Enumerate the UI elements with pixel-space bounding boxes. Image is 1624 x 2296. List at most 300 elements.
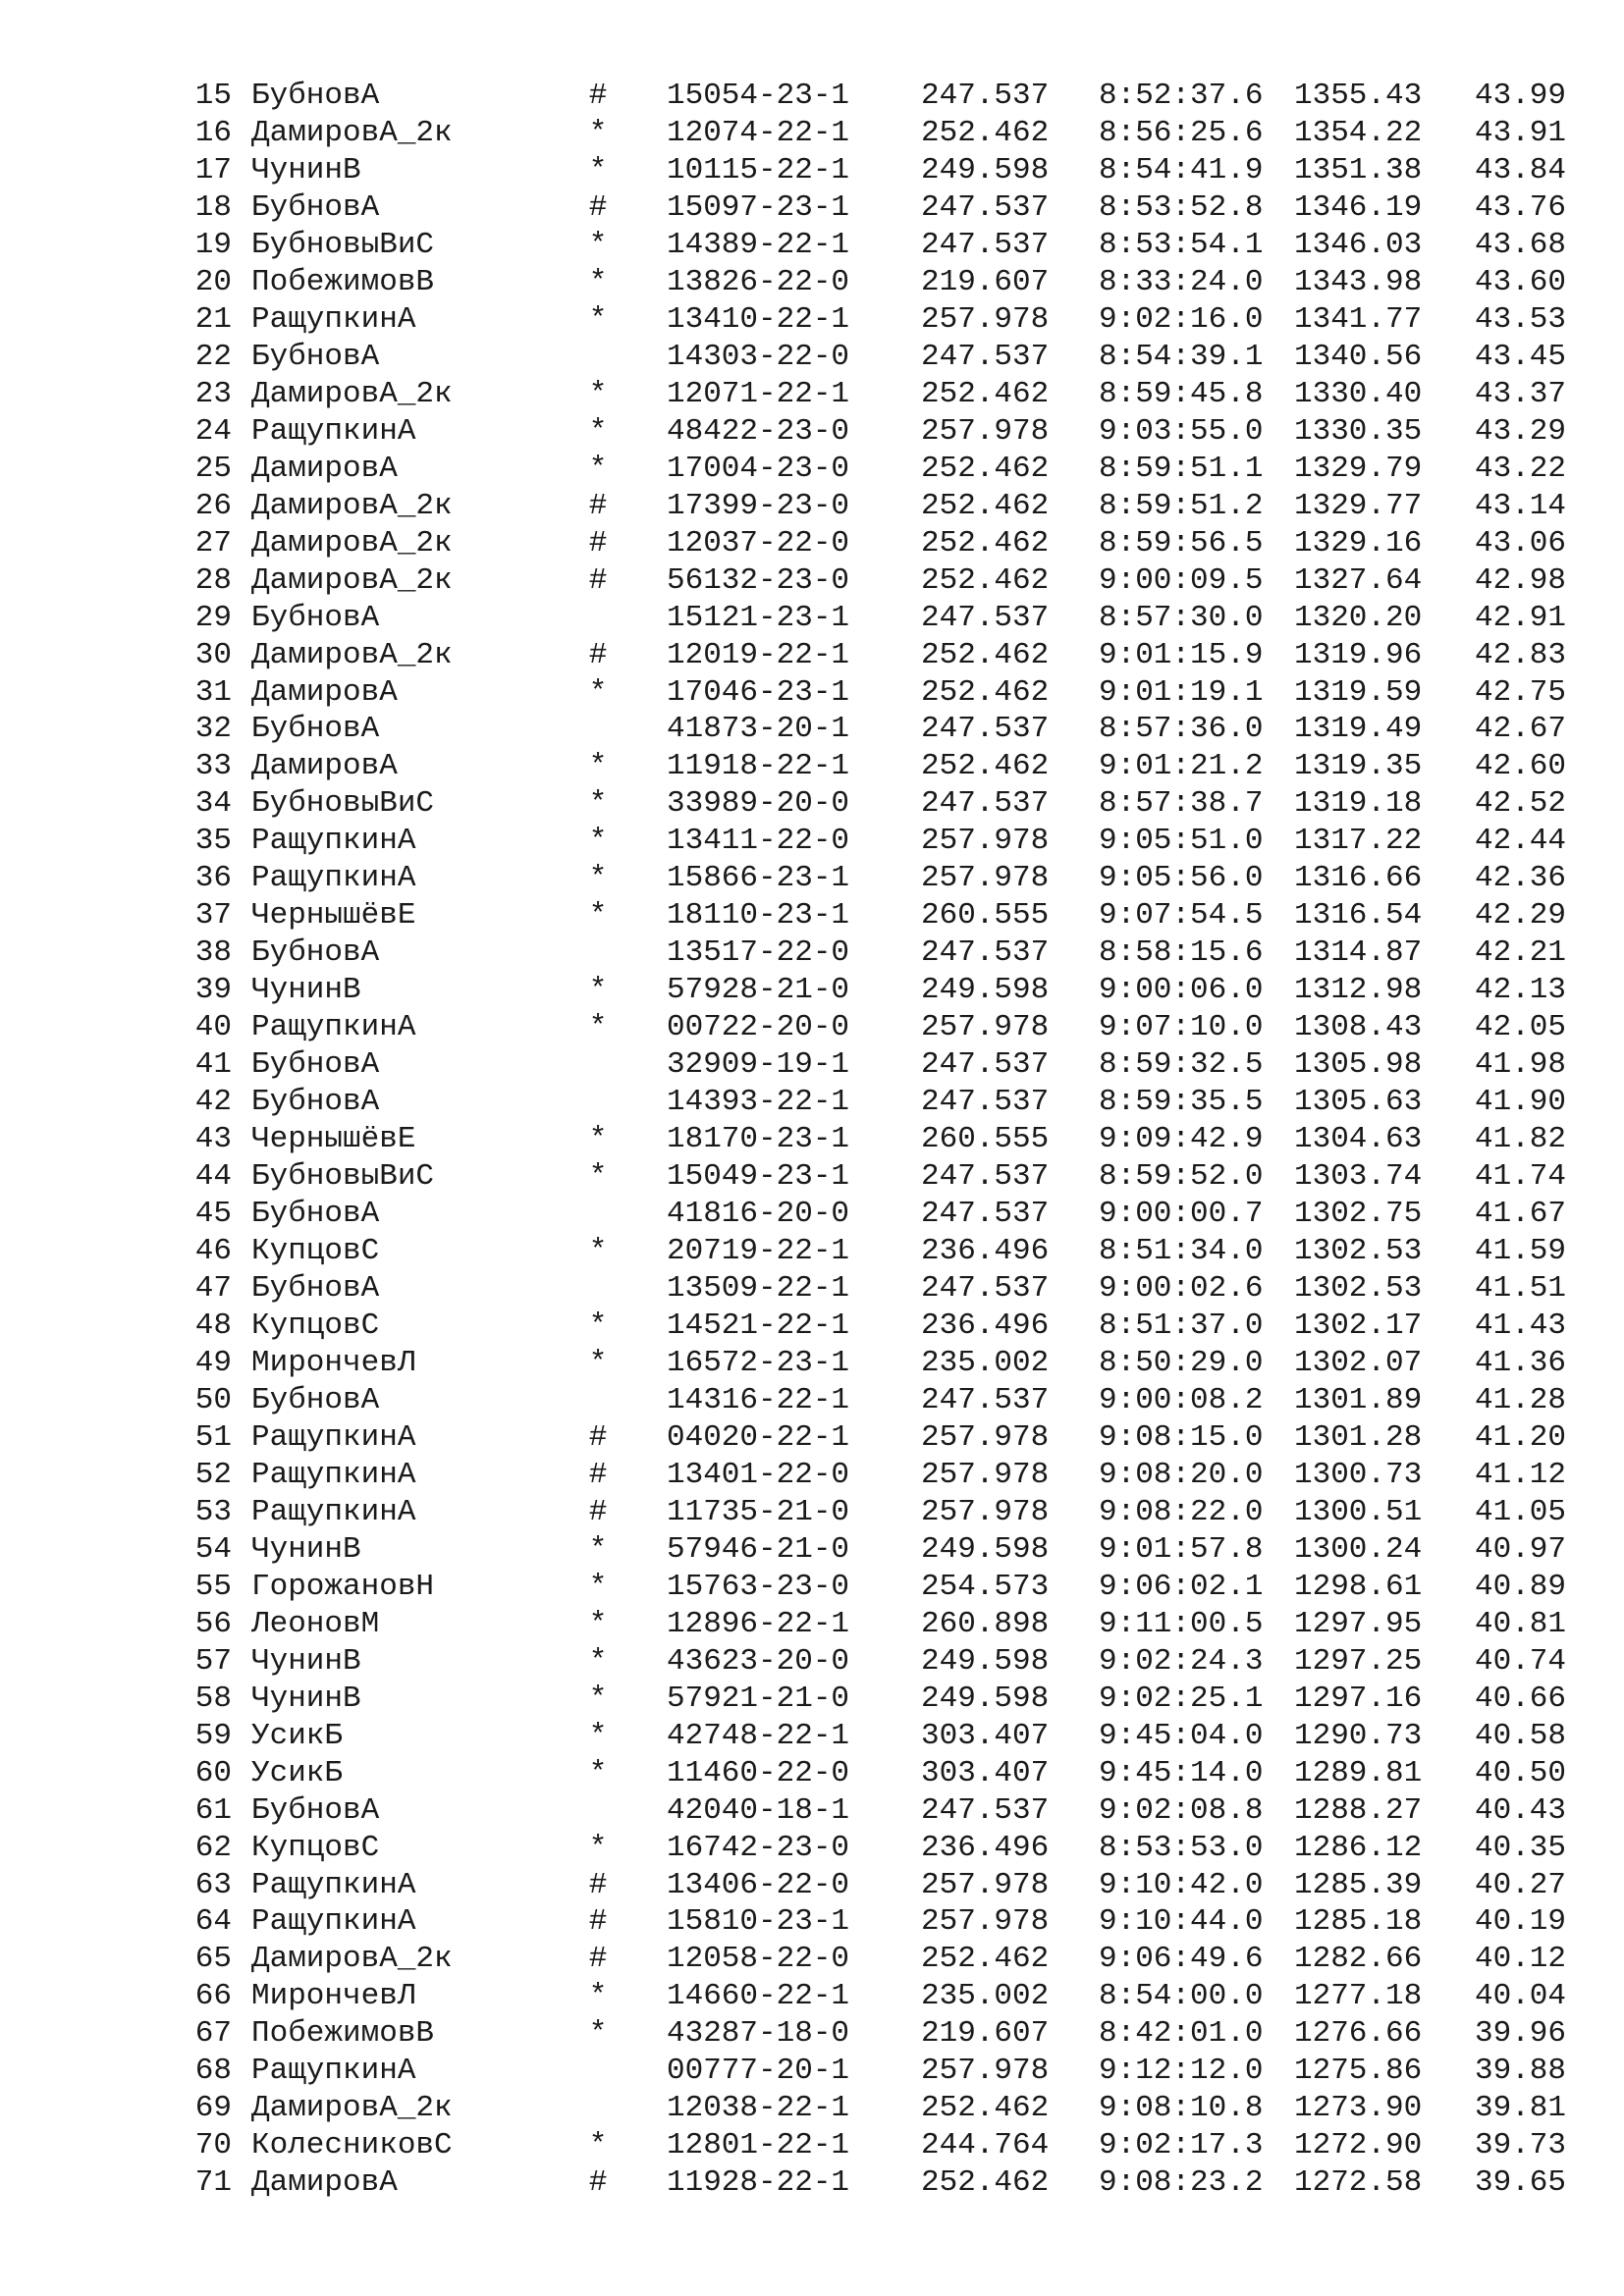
arrival-time: 9:02:25.1: [1099, 1681, 1264, 1716]
coefficient: 42.91: [1475, 600, 1567, 635]
participant-name: РащупкинА: [251, 2054, 416, 2089]
distance: 249.598: [921, 1531, 1050, 1567]
place: 39: [194, 973, 232, 1008]
result-row: [0, 1903, 1624, 1941]
result-row: [0, 1382, 1624, 1419]
place: 47: [194, 1271, 232, 1306]
place: 22: [194, 339, 232, 374]
ring-number: 20719-22-1: [667, 1234, 850, 1269]
result-row: [0, 2127, 1624, 2164]
speed: 1343.98: [1294, 264, 1423, 299]
result-row: [0, 934, 1624, 972]
ring-number: 57946-21-0: [667, 1531, 850, 1567]
place: 29: [194, 600, 232, 635]
participant-name: ПобежимовВ: [251, 2016, 435, 2052]
speed: 1285.18: [1294, 1904, 1423, 1940]
distance: 252.462: [921, 562, 1050, 598]
distance: 257.978: [921, 861, 1050, 896]
distance: 252.462: [921, 451, 1050, 486]
place: 44: [194, 1159, 232, 1195]
arrival-time: 9:45:14.0: [1099, 1755, 1264, 1790]
arrival-time: 9:05:51.0: [1099, 824, 1264, 859]
ring-number: 17004-23-0: [667, 451, 850, 486]
participant-name: БубновыВиС: [251, 227, 435, 262]
participant-name: КолесниковС: [251, 2128, 453, 2163]
speed: 1319.35: [1294, 749, 1423, 784]
result-row: [0, 1419, 1624, 1457]
place: 20: [194, 264, 232, 299]
result-row: [0, 1941, 1624, 1978]
coefficient: 39.65: [1475, 2165, 1567, 2201]
place: 21: [194, 301, 232, 337]
coefficient: 42.36: [1475, 861, 1567, 896]
coefficient: 43.68: [1475, 227, 1567, 262]
mark: *: [588, 1755, 608, 1790]
coefficient: 43.53: [1475, 301, 1567, 337]
mark: *: [588, 824, 608, 859]
mark: *: [588, 1308, 608, 1343]
arrival-time: 8:54:39.1: [1099, 339, 1264, 374]
participant-name: БубновыВиС: [251, 1159, 435, 1195]
place: 36: [194, 861, 232, 896]
ring-number: 00777-20-1: [667, 2054, 850, 2089]
arrival-time: 8:58:15.6: [1099, 935, 1264, 971]
ring-number: 14393-22-1: [667, 1085, 850, 1120]
mark: *: [588, 2016, 608, 2052]
distance: 252.462: [921, 115, 1050, 150]
speed: 1298.61: [1294, 1569, 1423, 1604]
speed: 1288.27: [1294, 1792, 1423, 1828]
distance: 252.462: [921, 376, 1050, 411]
result-row: [0, 674, 1624, 712]
place: 28: [194, 562, 232, 598]
ring-number: 11460-22-0: [667, 1755, 850, 1790]
arrival-time: 8:57:36.0: [1099, 712, 1264, 747]
coefficient: 42.60: [1475, 749, 1567, 784]
distance: 247.537: [921, 1382, 1050, 1417]
result-row: [0, 1755, 1624, 1792]
coefficient: 42.13: [1475, 973, 1567, 1008]
speed: 1286.12: [1294, 1830, 1423, 1865]
ring-number: 13509-22-1: [667, 1271, 850, 1306]
ring-number: 12058-22-0: [667, 1942, 850, 1977]
participant-name: БубновА: [251, 79, 380, 113]
mark: *: [588, 1010, 608, 1045]
speed: 1277.18: [1294, 1979, 1423, 2014]
result-row: [0, 1196, 1624, 1233]
place: 26: [194, 488, 232, 523]
coefficient: 42.52: [1475, 786, 1567, 822]
result-row: [0, 972, 1624, 1009]
result-row: [0, 227, 1624, 264]
arrival-time: 9:05:56.0: [1099, 861, 1264, 896]
coefficient: 40.12: [1475, 1942, 1567, 1977]
coefficient: 43.22: [1475, 451, 1567, 486]
ring-number: 48422-23-0: [667, 413, 850, 449]
coefficient: 41.51: [1475, 1271, 1567, 1306]
participant-name: ДамировА_2к: [251, 637, 453, 672]
participant-name: КупцовС: [251, 1234, 380, 1269]
coefficient: 40.27: [1475, 1867, 1567, 1902]
participant-name: РащупкинА: [251, 824, 416, 859]
speed: 1297.16: [1294, 1681, 1423, 1716]
speed: 1319.59: [1294, 674, 1423, 710]
coefficient: 40.74: [1475, 1643, 1567, 1679]
mark: *: [588, 1643, 608, 1679]
participant-name: БубновА: [251, 600, 380, 635]
coefficient: 43.06: [1475, 525, 1567, 561]
distance: 257.978: [921, 1494, 1050, 1529]
result-row: [0, 376, 1624, 413]
distance: 252.462: [921, 525, 1050, 561]
distance: 257.978: [921, 1419, 1050, 1455]
participant-name: РащупкинА: [251, 1904, 416, 1940]
result-row: [0, 1046, 1624, 1084]
mark: *: [588, 115, 608, 150]
mark: *: [588, 786, 608, 822]
distance: 252.462: [921, 749, 1050, 784]
arrival-time: 8:59:52.0: [1099, 1159, 1264, 1195]
distance: 303.407: [921, 1718, 1050, 1753]
place: 61: [194, 1792, 232, 1828]
result-row: [0, 1867, 1624, 1904]
place: 60: [194, 1755, 232, 1790]
place: 51: [194, 1419, 232, 1455]
arrival-time: 8:54:00.0: [1099, 1979, 1264, 2014]
place: 32: [194, 712, 232, 747]
result-row: [0, 748, 1624, 785]
arrival-time: 9:10:44.0: [1099, 1904, 1264, 1940]
arrival-time: 9:08:10.8: [1099, 2091, 1264, 2126]
speed: 1290.73: [1294, 1718, 1423, 1753]
speed: 1340.56: [1294, 339, 1423, 374]
mark: *: [588, 2128, 608, 2163]
speed: 1301.89: [1294, 1382, 1423, 1417]
distance: 247.537: [921, 189, 1050, 225]
result-row: [0, 1606, 1624, 1643]
ring-number: 32909-19-1: [667, 1047, 850, 1083]
arrival-time: 8:59:35.5: [1099, 1085, 1264, 1120]
mark: #: [588, 1419, 608, 1455]
place: 49: [194, 1345, 232, 1380]
participant-name: ДамировА_2к: [251, 525, 453, 561]
coefficient: 43.37: [1475, 376, 1567, 411]
speed: 1319.96: [1294, 637, 1423, 672]
distance: 260.898: [921, 1606, 1050, 1641]
distance: 236.496: [921, 1308, 1050, 1343]
arrival-time: 9:01:15.9: [1099, 637, 1264, 672]
coefficient: 39.88: [1475, 2054, 1567, 2089]
speed: 1355.43: [1294, 79, 1423, 113]
arrival-time: 9:45:04.0: [1099, 1718, 1264, 1753]
ring-number: 12037-22-0: [667, 525, 850, 561]
coefficient: 43.29: [1475, 413, 1567, 449]
arrival-time: 9:09:42.9: [1099, 1122, 1264, 1157]
speed: 1329.77: [1294, 488, 1423, 523]
result-row: [0, 264, 1624, 301]
participant-name: ДамировА: [251, 674, 398, 710]
participant-name: РащупкинА: [251, 1010, 416, 1045]
result-row: [0, 711, 1624, 748]
ring-number: 12896-22-1: [667, 1606, 850, 1641]
ring-number: 14316-22-1: [667, 1382, 850, 1417]
result-row: [0, 78, 1624, 115]
place: 33: [194, 749, 232, 784]
participant-name: ЧунинВ: [251, 1681, 361, 1716]
arrival-time: 9:00:09.5: [1099, 562, 1264, 598]
speed: 1304.63: [1294, 1122, 1423, 1157]
coefficient: 41.67: [1475, 1197, 1567, 1232]
speed: 1300.24: [1294, 1531, 1423, 1567]
mark: #: [588, 79, 608, 113]
distance: 257.978: [921, 2054, 1050, 2089]
place: 59: [194, 1718, 232, 1753]
arrival-time: 9:06:49.6: [1099, 1942, 1264, 1977]
arrival-time: 9:08:15.0: [1099, 1419, 1264, 1455]
distance: 257.978: [921, 1457, 1050, 1492]
result-row: [0, 1569, 1624, 1606]
result-row: [0, 1121, 1624, 1158]
participant-name: ДамировА_2к: [251, 1942, 453, 1977]
ring-number: 15097-23-1: [667, 189, 850, 225]
place: 63: [194, 1867, 232, 1902]
speed: 1354.22: [1294, 115, 1423, 150]
ring-number: 42748-22-1: [667, 1718, 850, 1753]
speed: 1319.18: [1294, 786, 1423, 822]
arrival-time: 8:56:25.6: [1099, 115, 1264, 150]
distance: 244.764: [921, 2128, 1050, 2163]
place: 31: [194, 674, 232, 710]
coefficient: 43.84: [1475, 152, 1567, 187]
ring-number: 12038-22-1: [667, 2091, 850, 2126]
mark: *: [588, 1531, 608, 1567]
result-row: [0, 1009, 1624, 1046]
speed: 1289.81: [1294, 1755, 1423, 1790]
coefficient: 43.76: [1475, 189, 1567, 225]
speed: 1272.90: [1294, 2128, 1423, 2163]
place: 19: [194, 227, 232, 262]
distance: 249.598: [921, 152, 1050, 187]
place: 52: [194, 1457, 232, 1492]
place: 17: [194, 152, 232, 187]
coefficient: 42.29: [1475, 898, 1567, 934]
speed: 1330.35: [1294, 413, 1423, 449]
ring-number: 13406-22-0: [667, 1867, 850, 1902]
participant-name: БубновА: [251, 1382, 380, 1417]
place: 46: [194, 1234, 232, 1269]
mark: #: [588, 488, 608, 523]
result-row: [0, 1494, 1624, 1531]
distance: 236.496: [921, 1830, 1050, 1865]
ring-number: 12019-22-1: [667, 637, 850, 672]
participant-name: ДамировА: [251, 451, 398, 486]
participant-name: БубновА: [251, 712, 380, 747]
results-list: [0, 78, 1624, 2202]
arrival-time: 8:59:56.5: [1099, 525, 1264, 561]
participant-name: УсикБ: [251, 1718, 344, 1753]
arrival-time: 9:07:54.5: [1099, 898, 1264, 934]
participant-name: БубновА: [251, 1085, 380, 1120]
result-row: [0, 1233, 1624, 1270]
coefficient: 39.81: [1475, 2091, 1567, 2126]
distance: 247.537: [921, 227, 1050, 262]
speed: 1276.66: [1294, 2016, 1423, 2052]
arrival-time: 8:53:52.8: [1099, 189, 1264, 225]
participant-name: МирончевЛ: [251, 1345, 416, 1380]
distance: 247.537: [921, 79, 1050, 113]
arrival-time: 8:59:32.5: [1099, 1047, 1264, 1083]
ring-number: 15049-23-1: [667, 1159, 850, 1195]
mark: *: [588, 376, 608, 411]
result-row: [0, 600, 1624, 637]
coefficient: 43.91: [1475, 115, 1567, 150]
result-row: [0, 1457, 1624, 1494]
ring-number: 15121-23-1: [667, 600, 850, 635]
speed: 1317.22: [1294, 824, 1423, 859]
participant-name: ГорожановН: [251, 1569, 435, 1604]
distance: 252.462: [921, 2091, 1050, 2126]
result-row: [0, 1345, 1624, 1382]
place: 67: [194, 2016, 232, 2052]
ring-number: 18110-23-1: [667, 898, 850, 934]
mark: #: [588, 1494, 608, 1529]
distance: 252.462: [921, 1942, 1050, 1977]
mark: *: [588, 264, 608, 299]
distance: 257.978: [921, 301, 1050, 337]
distance: 247.537: [921, 1047, 1050, 1083]
coefficient: 40.58: [1475, 1718, 1567, 1753]
ring-number: 13410-22-1: [667, 301, 850, 337]
place: 41: [194, 1047, 232, 1083]
ring-number: 11735-21-0: [667, 1494, 850, 1529]
distance: 219.607: [921, 264, 1050, 299]
result-row: [0, 2164, 1624, 2202]
arrival-time: 9:06:02.1: [1099, 1569, 1264, 1604]
place: 57: [194, 1643, 232, 1679]
coefficient: 40.89: [1475, 1569, 1567, 1604]
coefficient: 41.82: [1475, 1122, 1567, 1157]
speed: 1351.38: [1294, 152, 1423, 187]
distance: 247.537: [921, 1159, 1050, 1195]
distance: 257.978: [921, 1867, 1050, 1902]
ring-number: 00722-20-0: [667, 1010, 850, 1045]
result-row: [0, 1978, 1624, 2015]
mark: #: [588, 1457, 608, 1492]
ring-number: 13411-22-0: [667, 824, 850, 859]
distance: 235.002: [921, 1979, 1050, 2014]
participant-name: КупцовС: [251, 1830, 380, 1865]
ring-number: 33989-20-0: [667, 786, 850, 822]
participant-name: БубновА: [251, 1792, 380, 1828]
participant-name: ПобежимовВ: [251, 264, 435, 299]
speed: 1285.39: [1294, 1867, 1423, 1902]
arrival-time: 9:01:19.1: [1099, 674, 1264, 710]
mark: *: [588, 1122, 608, 1157]
place: 71: [194, 2165, 232, 2201]
ring-number: 14521-22-1: [667, 1308, 850, 1343]
place: 54: [194, 1531, 232, 1567]
speed: 1297.95: [1294, 1606, 1423, 1641]
participant-name: ЧунинВ: [251, 1531, 361, 1567]
mark: #: [588, 189, 608, 225]
participant-name: ЧунинВ: [251, 973, 361, 1008]
arrival-time: 8:57:30.0: [1099, 600, 1264, 635]
participant-name: УсикБ: [251, 1755, 344, 1790]
result-row: [0, 2053, 1624, 2090]
ring-number: 10115-22-1: [667, 152, 850, 187]
ring-number: 56132-23-0: [667, 562, 850, 598]
distance: 249.598: [921, 1681, 1050, 1716]
ring-number: 13826-22-0: [667, 264, 850, 299]
coefficient: 42.21: [1475, 935, 1567, 971]
place: 42: [194, 1085, 232, 1120]
coefficient: 41.59: [1475, 1234, 1567, 1269]
participant-name: ЛеоновМ: [251, 1606, 380, 1641]
place: 15: [194, 79, 232, 113]
participant-name: БубновА: [251, 935, 380, 971]
result-row: [0, 413, 1624, 451]
participant-name: БубновА: [251, 1271, 380, 1306]
place: 23: [194, 376, 232, 411]
mark: #: [588, 525, 608, 561]
result-row: [0, 301, 1624, 339]
arrival-time: 9:00:02.6: [1099, 1271, 1264, 1306]
place: 50: [194, 1382, 232, 1417]
participant-name: РащупкинА: [251, 413, 416, 449]
distance: 254.573: [921, 1569, 1050, 1604]
coefficient: 41.28: [1475, 1382, 1567, 1417]
participant-name: ДамировА_2к: [251, 115, 453, 150]
coefficient: 40.43: [1475, 1792, 1567, 1828]
coefficient: 41.43: [1475, 1308, 1567, 1343]
result-row: [0, 897, 1624, 934]
result-row: [0, 785, 1624, 823]
speed: 1302.17: [1294, 1308, 1423, 1343]
participant-name: БубновА: [251, 1047, 380, 1083]
ring-number: 13517-22-0: [667, 935, 850, 971]
coefficient: 41.74: [1475, 1159, 1567, 1195]
speed: 1303.74: [1294, 1159, 1423, 1195]
ring-number: 17046-23-1: [667, 674, 850, 710]
speed: 1305.98: [1294, 1047, 1423, 1083]
distance: 247.537: [921, 600, 1050, 635]
place: 27: [194, 525, 232, 561]
arrival-time: 8:52:37.6: [1099, 79, 1264, 113]
mark: *: [588, 227, 608, 262]
mark: #: [588, 1904, 608, 1940]
result-row: [0, 1084, 1624, 1121]
result-row: [0, 1643, 1624, 1681]
distance: 260.555: [921, 898, 1050, 934]
mark: *: [588, 674, 608, 710]
arrival-time: 9:03:55.0: [1099, 413, 1264, 449]
coefficient: 42.44: [1475, 824, 1567, 859]
distance: 247.537: [921, 1197, 1050, 1232]
participant-name: РащупкинА: [251, 1494, 416, 1529]
participant-name: ДамировА_2к: [251, 562, 453, 598]
distance: 247.537: [921, 1085, 1050, 1120]
speed: 1320.20: [1294, 600, 1423, 635]
ring-number: 14303-22-0: [667, 339, 850, 374]
speed: 1308.43: [1294, 1010, 1423, 1045]
mark: *: [588, 152, 608, 187]
result-row: [0, 637, 1624, 674]
result-row: [0, 823, 1624, 860]
participant-name: КупцовС: [251, 1308, 380, 1343]
arrival-time: 9:00:00.7: [1099, 1197, 1264, 1232]
distance: 247.537: [921, 935, 1050, 971]
place: 62: [194, 1830, 232, 1865]
